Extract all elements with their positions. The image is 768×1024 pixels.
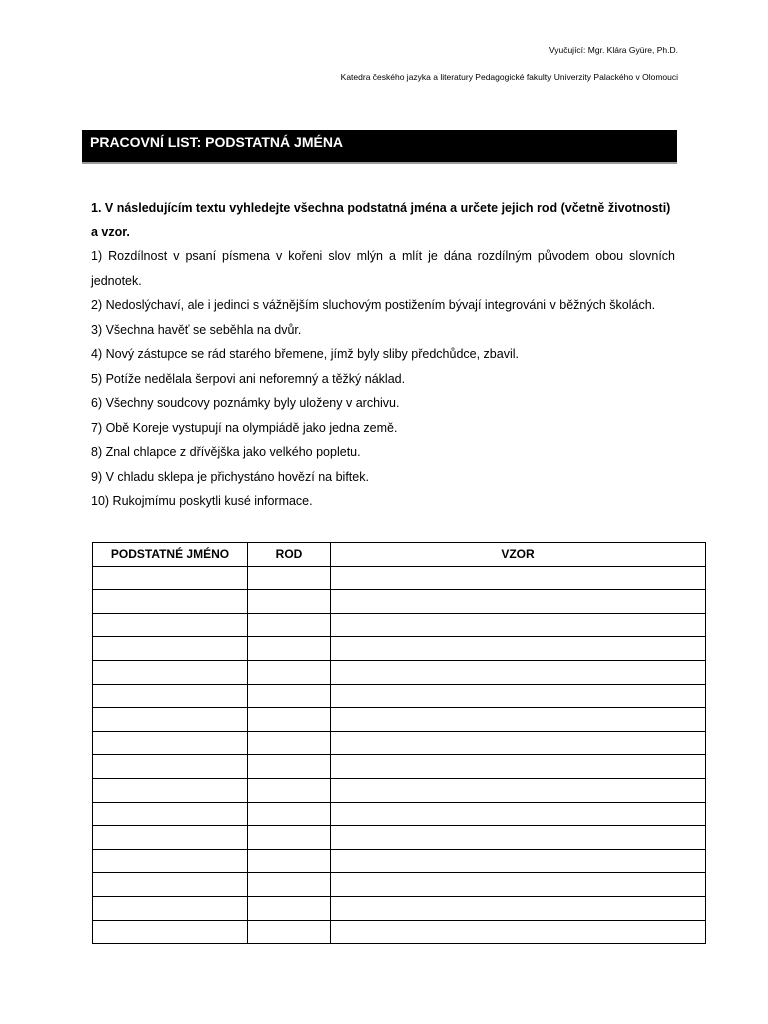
cell-pattern[interactable] (331, 920, 706, 944)
column-header-noun: PODSTATNÉ JMÉNO (93, 543, 248, 567)
cell-noun[interactable] (93, 849, 248, 873)
table-row (93, 613, 706, 637)
cell-pattern[interactable] (331, 708, 706, 732)
table-row (93, 755, 706, 779)
table-row (93, 637, 706, 661)
title-bar (82, 130, 677, 164)
page-title: PRACOVNÍ LIST: PODSTATNÁ JMÉNA (90, 134, 344, 150)
sentence-10: 10) Rukojmímu poskytli kusé informace. (91, 494, 313, 508)
cell-pattern[interactable] (331, 849, 706, 873)
table-row (93, 778, 706, 802)
teacher-header: Vyučující: Mgr. Klára Gyüre, Ph.D. (548, 45, 678, 55)
cell-noun[interactable] (93, 731, 248, 755)
table-row (93, 660, 706, 684)
table-body (93, 566, 706, 944)
task-instruction-line-2: a vzor. (91, 225, 130, 239)
table-row (93, 590, 706, 614)
task-instruction-line-1: 1. V následujícím textu vyhledejte všechna podstatná jména a určete jejich rod (včetně životnosti) (91, 201, 671, 215)
cell-gender[interactable] (248, 566, 331, 590)
sentence-3: 3) Všechna havěť se seběhla na dvůr. (91, 322, 302, 337)
cell-noun[interactable] (93, 802, 248, 826)
cell-gender[interactable] (248, 849, 331, 873)
cell-gender[interactable] (248, 778, 331, 802)
sentence-5: 5) Potíže nedělala šerpovi ani neforemný a těžký náklad. (91, 371, 406, 386)
cell-pattern[interactable] (331, 566, 706, 590)
cell-noun[interactable] (93, 637, 248, 661)
cell-noun[interactable] (93, 708, 248, 732)
cell-gender[interactable] (248, 660, 331, 684)
column-header-pattern: VZOR (331, 543, 706, 567)
sentence-9: 9) V chladu sklepa je přichystáno hovězí na biftek. (91, 469, 369, 484)
cell-gender[interactable] (248, 802, 331, 826)
cell-noun[interactable] (93, 590, 248, 614)
cell-gender[interactable] (248, 590, 331, 614)
cell-gender[interactable] (248, 920, 331, 944)
table-row (93, 896, 706, 920)
cell-pattern[interactable] (331, 896, 706, 920)
cell-gender[interactable] (248, 684, 331, 708)
answer-table (92, 542, 706, 944)
cell-pattern[interactable] (331, 731, 706, 755)
sentence-4: 4) Nový zástupce se rád starého břemene, jímž byly sliby předchůdce, zbavil. (91, 347, 519, 361)
task-content (91, 196, 675, 514)
cell-noun[interactable] (93, 566, 248, 590)
table-row (93, 566, 706, 590)
column-header-gender: ROD (248, 543, 331, 567)
cell-pattern[interactable] (331, 660, 706, 684)
table-row (93, 826, 706, 850)
cell-noun[interactable] (93, 684, 248, 708)
sentence-7: 7) Obě Koreje vystupují na olympiádě jako jedna země. (91, 420, 398, 435)
cell-gender[interactable] (248, 755, 331, 779)
cell-pattern[interactable] (331, 873, 706, 897)
cell-noun[interactable] (93, 778, 248, 802)
cell-pattern[interactable] (331, 826, 706, 850)
cell-pattern[interactable] (331, 755, 706, 779)
cell-gender[interactable] (248, 708, 331, 732)
cell-noun[interactable] (93, 755, 248, 779)
cell-pattern[interactable] (331, 778, 706, 802)
department-header: Katedra českého jazyka a literatury Pedagogické fakulty Univerzity Palackého v Olomouci (340, 72, 678, 82)
table-row (93, 849, 706, 873)
cell-noun[interactable] (93, 826, 248, 850)
sentence-6: 6) Všechny soudcovy poznámky byly uloženy v archivu. (91, 396, 400, 410)
cell-noun[interactable] (93, 920, 248, 944)
table-row (93, 873, 706, 897)
cell-gender[interactable] (248, 731, 331, 755)
sentence-8: 8) Znal chlapce z dřívějška jako velkého popletu. (91, 445, 361, 459)
cell-gender[interactable] (248, 896, 331, 920)
cell-noun[interactable] (93, 660, 248, 684)
table-row (93, 684, 706, 708)
cell-pattern[interactable] (331, 590, 706, 614)
cell-noun[interactable] (93, 613, 248, 637)
cell-gender[interactable] (248, 613, 331, 637)
cell-pattern[interactable] (331, 802, 706, 826)
cell-gender[interactable] (248, 637, 331, 661)
cell-gender[interactable] (248, 826, 331, 850)
cell-gender[interactable] (248, 873, 331, 897)
sentence-1: 1) Rozdílnost v psaní písmena v kořeni slov mlýn a mlít je dána rozdílným původem obou slovních jednotek. (91, 249, 675, 288)
cell-pattern[interactable] (331, 613, 706, 637)
table-row (93, 708, 706, 732)
cell-noun[interactable] (93, 896, 248, 920)
cell-noun[interactable] (93, 873, 248, 897)
table-row (93, 802, 706, 826)
cell-pattern[interactable] (331, 637, 706, 661)
cell-pattern[interactable] (331, 684, 706, 708)
table-row (93, 731, 706, 755)
sentence-2: 2) Nedoslýchaví, ale i jedinci s vážnějším sluchovým postižením bývají integrováni v běžných školách. (91, 298, 656, 312)
table-header-row (93, 543, 706, 567)
table-row (93, 920, 706, 944)
